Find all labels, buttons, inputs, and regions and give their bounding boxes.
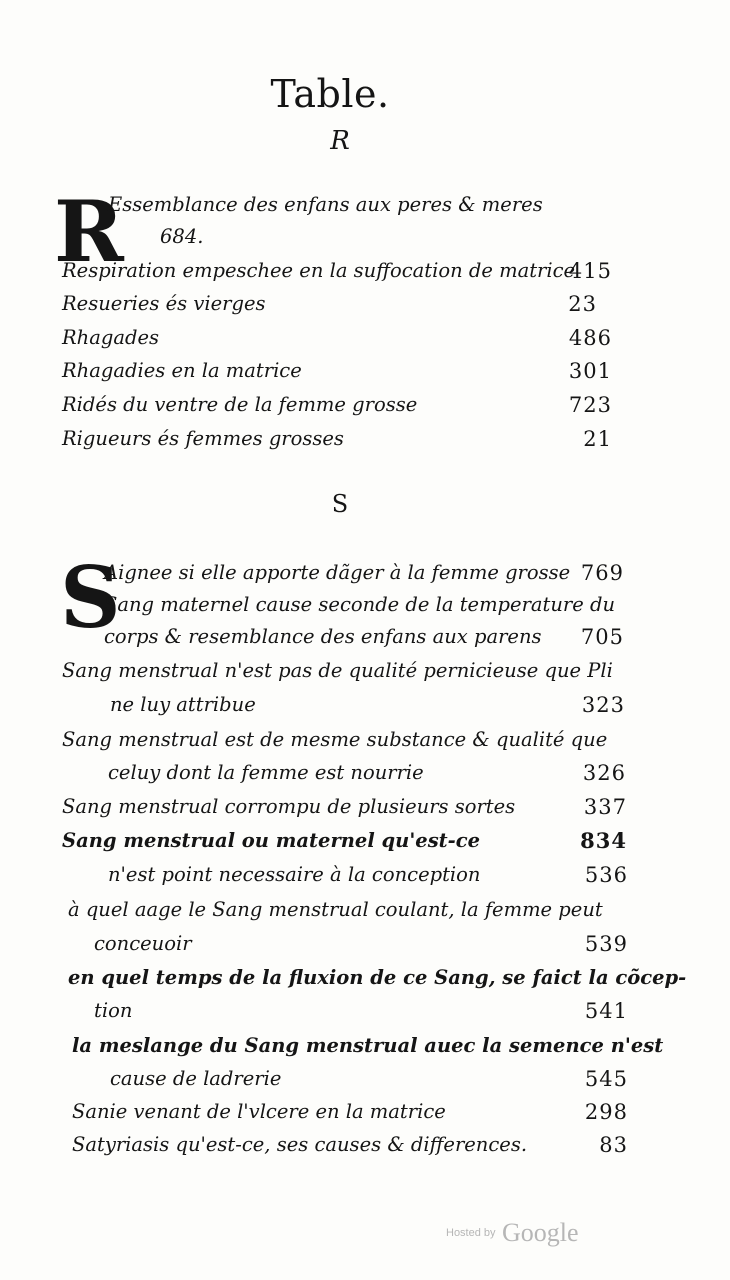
entry-text: Sanie venant de l'vlcere en la matrice	[72, 1100, 446, 1123]
index-entry	[72, 1031, 664, 1061]
entry-text: Rhagadies en la matrice	[62, 359, 302, 382]
index-entry	[104, 558, 624, 588]
entry-page-number: 21	[583, 427, 612, 451]
index-entry	[62, 424, 612, 454]
drop-cap-s: S	[60, 548, 121, 647]
index-entry	[62, 725, 627, 755]
entry-text: Ridés du ventre de la femme grosse	[62, 393, 418, 416]
index-entry	[62, 323, 612, 353]
index-entry	[62, 390, 612, 420]
entry-text: Essemblance des enfans aux peres & meres	[108, 193, 543, 216]
entry-page-number: 23	[568, 292, 597, 316]
entry-text: Rigueurs és femmes grosses	[62, 427, 344, 450]
entry-page-number: 541	[584, 999, 628, 1023]
section-letter-r: R	[330, 126, 350, 156]
index-entry	[104, 590, 624, 620]
entry-text: en quel temps de la fluxion de ce Sang, se faict la cõcep-	[68, 966, 687, 989]
index-entry	[72, 1097, 628, 1127]
hosted-by-label: Hosted by	[446, 1227, 496, 1239]
section-letter-s: S	[331, 490, 349, 518]
entry-text: cause de ladrerie	[110, 1067, 282, 1090]
index-entry	[110, 690, 625, 720]
entry-text: Satyriasis qu'est-ce, ses causes & differences.	[72, 1133, 528, 1156]
page-title: Table.	[270, 72, 390, 116]
entry-text: Respiration empeschee en la suffocation de matrice	[62, 259, 576, 282]
index-entry	[94, 996, 628, 1026]
index-entry	[68, 895, 630, 925]
entry-text: Sang menstrual corrompu de plusieurs sortes	[62, 795, 516, 818]
entry-page-number: 301	[568, 359, 612, 383]
entry-text: Sang menstrual ou maternel qu'est-ce	[62, 829, 481, 852]
index-entry	[108, 190, 608, 220]
entry-text: Aignee si elle apporte dãger à la femme grosse	[104, 561, 571, 584]
index-entry	[62, 256, 612, 286]
entry-page-number: 539	[584, 932, 628, 956]
entry-page-number: 536	[584, 863, 628, 887]
entry-text: conceuoir	[94, 932, 192, 955]
google-logo: Google	[501, 1218, 579, 1247]
index-entry	[68, 963, 687, 993]
entry-text: Sang menstrual n'est pas de qualité pernicieuse que Pli	[62, 659, 613, 682]
entry-page-number: 83	[599, 1133, 628, 1157]
entry-text: ne luy attribue	[110, 693, 256, 716]
entry-text: la meslange du Sang menstrual auec la semence n'est	[72, 1034, 664, 1057]
entry-page-number: 337	[583, 795, 627, 819]
hosted-by-google-credit	[446, 1218, 579, 1248]
entry-page-number: 298	[584, 1100, 628, 1124]
entry-page-number: 326	[582, 761, 626, 785]
index-entry	[62, 826, 627, 856]
entry-text: Resueries és vierges	[62, 292, 266, 315]
entry-page-number: 834	[580, 828, 627, 853]
entry-page-number: 486	[568, 326, 612, 350]
index-entry	[62, 356, 612, 386]
entry-text: corps & resemblance des enfans aux parens	[104, 625, 542, 648]
entry-text: Sang maternel cause seconde de la temperature du	[104, 593, 616, 616]
entry-page-number: 723	[568, 393, 612, 417]
index-entry	[104, 622, 624, 652]
index-entry	[110, 1064, 628, 1094]
index-entry	[160, 222, 360, 252]
entry-page-number: 545	[584, 1067, 628, 1091]
entry-page-number: 769	[580, 561, 624, 585]
entry-page-number: 323	[581, 693, 625, 717]
entry-text: tion	[94, 999, 133, 1022]
entry-text: Sang menstrual est de mesme substance & qualité que	[62, 728, 608, 751]
index-entry	[72, 1130, 628, 1160]
index-entry	[94, 929, 628, 959]
index-entry	[108, 860, 628, 890]
drop-cap-r: R	[54, 182, 124, 281]
index-entry	[62, 792, 627, 822]
entry-text: celuy dont la femme est nourrie	[108, 761, 424, 784]
entry-text: Rhagades	[62, 326, 160, 349]
index-entry	[62, 289, 597, 319]
index-entry	[108, 758, 626, 788]
entry-text: à quel aage le Sang menstrual coulant, la femme peut	[68, 898, 603, 921]
entry-page-number: 415	[568, 259, 612, 283]
entry-text: 684.	[160, 225, 204, 248]
entry-text: n'est point necessaire à la conception	[108, 863, 481, 886]
index-entry	[62, 656, 622, 686]
entry-page-number: 705	[580, 625, 624, 649]
